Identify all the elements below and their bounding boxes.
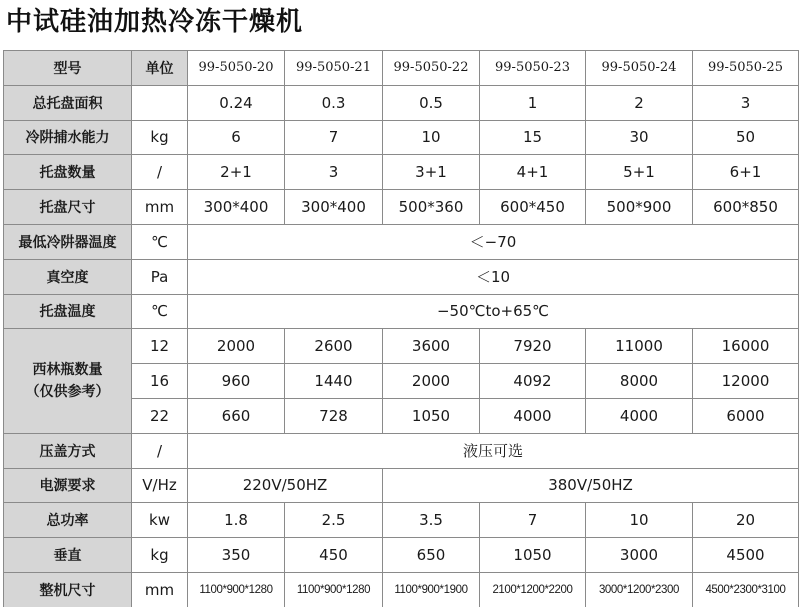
row-unit: Pa [132,259,188,294]
value-cell: 4000 [586,398,693,433]
row-unit: ℃ [132,294,188,329]
value-cell: 2000 [383,364,480,399]
value-cell: 30 [586,120,693,155]
table-row [4,294,799,329]
value-cell: 600*850 [693,190,799,225]
value-cell: 1.8 [188,503,285,538]
value-cell: 4+1 [480,155,586,190]
row-unit: ℃ [132,224,188,259]
page-title: 中试硅油加热冷冻干燥机 [6,7,304,37]
table-row [4,468,799,503]
value-cell: 6 [188,120,285,155]
value-cell: 7920 [480,329,586,364]
value-cell: 1100*900*1280 [188,572,285,607]
row-label: 垂直 [4,538,132,573]
row-label: 托盘温度 [4,294,132,329]
header-label: 型号 [4,51,132,86]
table-row [4,259,799,294]
value-cell: −50℃to+65℃ [188,294,799,329]
value-cell: 0.3 [285,85,383,120]
value-cell: 4092 [480,364,586,399]
vial-label-line2: （仅供参考） [25,384,110,401]
value-cell: 728 [285,398,383,433]
header-unit: 单位 [132,51,188,86]
value-cell: 300*400 [188,190,285,225]
row-unit: kg [132,538,188,573]
value-cell: 0.5 [383,85,480,120]
value-cell: 8000 [586,364,693,399]
value-cell: 6000 [693,398,799,433]
value-cell: 3000*1200*2300 [586,572,693,607]
value-cell: 3.5 [383,503,480,538]
table-row [4,503,799,538]
value-cell: 5+1 [586,155,693,190]
value-cell: 500*900 [586,190,693,225]
value-cell: 4000 [480,398,586,433]
value-cell: ＜10 [188,259,799,294]
row-unit: mm [132,572,188,607]
value-cell: 2600 [285,329,383,364]
value-cell: 2.5 [285,503,383,538]
row-label: 总功率 [4,503,132,538]
row-label: 托盘尺寸 [4,190,132,225]
value-cell: 1100*900*1280 [285,572,383,607]
value-cell: 300*400 [285,190,383,225]
value-cell: 2 [586,85,693,120]
value-cell: 15 [480,120,586,155]
value-cell: 7 [480,503,586,538]
value-cell: 1050 [480,538,586,573]
value-cell: 1 [480,85,586,120]
row-label: 最低冷阱器温度 [4,224,132,259]
value-cell: 0.24 [188,85,285,120]
row-label: 整机尺寸 [4,572,132,607]
table-row [4,85,799,120]
table-row [4,538,799,573]
value-cell: 450 [285,538,383,573]
value-cell: 350 [188,538,285,573]
table-row [4,433,799,468]
value-cell: 1100*900*1900 [383,572,480,607]
value-cell: 3 [693,85,799,120]
value-cell: 4500 [693,538,799,573]
row-unit [132,85,188,120]
vial-size: 16 [132,364,188,399]
value-cell: 1440 [285,364,383,399]
value-cell: 6+1 [693,155,799,190]
model-cell: 99-5050-21 [285,51,383,86]
table-row [4,329,799,364]
value-cell: 3000 [586,538,693,573]
model-cell: 99-5050-25 [693,51,799,86]
value-cell: 380V/50HZ [383,468,799,503]
table-row [4,224,799,259]
value-cell: 600*450 [480,190,586,225]
value-cell: 500*360 [383,190,480,225]
row-label: 托盘数量 [4,155,132,190]
value-cell: 7 [285,120,383,155]
table-row [4,120,799,155]
value-cell: 960 [188,364,285,399]
value-cell: 11000 [586,329,693,364]
value-cell: 650 [383,538,480,573]
row-label [4,329,132,433]
value-cell: 20 [693,503,799,538]
value-cell: 2100*1200*2200 [480,572,586,607]
value-cell: ＜−70 [188,224,799,259]
row-unit: / [132,155,188,190]
value-cell: 3600 [383,329,480,364]
model-cell: 99-5050-24 [586,51,693,86]
value-cell: 3 [285,155,383,190]
table-row [4,190,799,225]
value-cell: 10 [586,503,693,538]
value-cell: 4500*2300*3100 [693,572,799,607]
value-cell: 10 [383,120,480,155]
vial-size: 22 [132,398,188,433]
row-unit: / [132,433,188,468]
value-cell: 12000 [693,364,799,399]
value-cell: 2000 [188,329,285,364]
model-cell: 99-5050-20 [188,51,285,86]
row-label: 总托盘面积 [4,85,132,120]
value-cell: 2+1 [188,155,285,190]
value-cell: 50 [693,120,799,155]
row-label: 冷阱捕水能力 [4,120,132,155]
table-row [4,155,799,190]
value-cell: 3+1 [383,155,480,190]
row-label: 真空度 [4,259,132,294]
vial-label-line1: 西林瓶数量 [32,362,103,379]
value-cell: 220V/50HZ [188,468,383,503]
model-cell: 99-5050-23 [480,51,586,86]
vial-size: 12 [132,329,188,364]
row-label: 电源要求 [4,468,132,503]
value-cell: 液压可选 [188,433,799,468]
row-label: 压盖方式 [4,433,132,468]
model-cell: 99-5050-22 [383,51,480,86]
value-cell: 1050 [383,398,480,433]
table-row [4,572,799,607]
row-unit: kg [132,120,188,155]
row-unit: kw [132,503,188,538]
spec-table [3,50,799,607]
header-row [4,51,799,86]
row-unit: V/Hz [132,468,188,503]
row-unit: mm [132,190,188,225]
value-cell: 660 [188,398,285,433]
value-cell: 16000 [693,329,799,364]
